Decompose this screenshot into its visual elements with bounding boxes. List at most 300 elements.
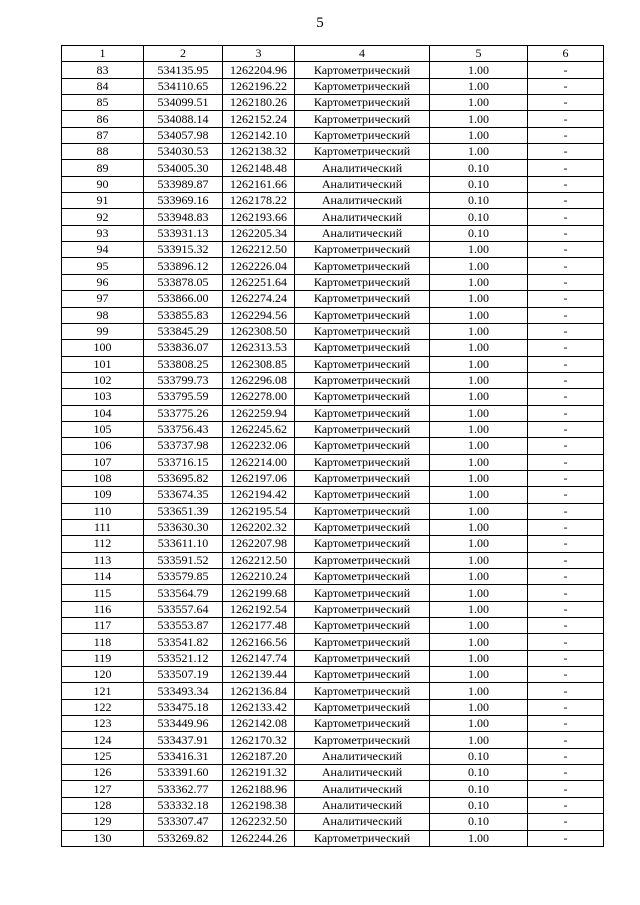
table-row	[62, 127, 604, 143]
x-coordinate-cell: 533775.26	[144, 405, 223, 421]
y-coordinate-cell: 1262212.50	[223, 552, 295, 568]
method-cell: Картометрический	[295, 111, 430, 127]
method-cell: Картометрический	[295, 405, 430, 421]
precision-cell: 1.00	[430, 62, 528, 78]
table-row	[62, 389, 604, 405]
x-coordinate-cell: 534057.98	[144, 127, 223, 143]
y-coordinate-cell: 1262188.96	[223, 781, 295, 797]
y-coordinate-cell: 1262138.32	[223, 144, 295, 160]
note-cell: -	[528, 569, 604, 585]
precision-cell: 0.10	[430, 814, 528, 830]
point-number-cell: 86	[62, 111, 144, 127]
method-cell: Аналитический	[295, 781, 430, 797]
precision-cell: 0.10	[430, 209, 528, 225]
method-cell: Картометрический	[295, 683, 430, 699]
y-coordinate-cell: 1262147.74	[223, 650, 295, 666]
precision-cell: 1.00	[430, 389, 528, 405]
table-row	[62, 732, 604, 748]
note-cell: -	[528, 536, 604, 552]
point-number-cell: 99	[62, 323, 144, 339]
note-cell: -	[528, 95, 604, 111]
table-row	[62, 193, 604, 209]
precision-cell: 1.00	[430, 307, 528, 323]
point-number-cell: 115	[62, 585, 144, 601]
table-row	[62, 814, 604, 830]
x-coordinate-cell: 533948.83	[144, 209, 223, 225]
point-number-cell: 93	[62, 225, 144, 241]
precision-cell: 1.00	[430, 242, 528, 258]
point-number-cell: 90	[62, 176, 144, 192]
table-row	[62, 323, 604, 339]
note-cell: -	[528, 830, 604, 846]
y-coordinate-cell: 1262296.08	[223, 372, 295, 388]
y-coordinate-cell: 1262148.48	[223, 160, 295, 176]
y-coordinate-cell: 1262152.24	[223, 111, 295, 127]
y-coordinate-cell: 1262198.38	[223, 797, 295, 813]
precision-cell: 1.00	[430, 569, 528, 585]
table-row	[62, 503, 604, 519]
y-coordinate-cell: 1262139.44	[223, 667, 295, 683]
point-number-cell: 122	[62, 699, 144, 715]
method-cell: Картометрический	[295, 618, 430, 634]
table-row	[62, 356, 604, 372]
y-coordinate-cell: 1262177.48	[223, 618, 295, 634]
point-number-cell: 113	[62, 552, 144, 568]
table-row	[62, 830, 604, 846]
point-number-cell: 108	[62, 470, 144, 486]
method-cell: Аналитический	[295, 160, 430, 176]
y-coordinate-cell: 1262226.04	[223, 258, 295, 274]
header-cell-col-2: 2	[144, 46, 223, 62]
x-coordinate-cell: 533878.05	[144, 274, 223, 290]
table-row	[62, 209, 604, 225]
y-coordinate-cell: 1262244.26	[223, 830, 295, 846]
table-row	[62, 160, 604, 176]
point-number-cell: 92	[62, 209, 144, 225]
note-cell: -	[528, 323, 604, 339]
method-cell: Картометрический	[295, 95, 430, 111]
table-row	[62, 291, 604, 307]
table-row	[62, 438, 604, 454]
y-coordinate-cell: 1262232.06	[223, 438, 295, 454]
note-cell: -	[528, 389, 604, 405]
point-number-cell: 83	[62, 62, 144, 78]
y-coordinate-cell: 1262193.66	[223, 209, 295, 225]
note-cell: -	[528, 225, 604, 241]
header-cell-col-3: 3	[223, 46, 295, 62]
y-coordinate-cell: 1262202.32	[223, 519, 295, 535]
point-number-cell: 126	[62, 765, 144, 781]
precision-cell: 1.00	[430, 618, 528, 634]
point-number-cell: 116	[62, 601, 144, 617]
table-row	[62, 95, 604, 111]
note-cell: -	[528, 781, 604, 797]
header-cell-col-6: 6	[528, 46, 604, 62]
y-coordinate-cell: 1262308.50	[223, 323, 295, 339]
x-coordinate-cell: 533756.43	[144, 421, 223, 437]
table-row	[62, 225, 604, 241]
y-coordinate-cell: 1262214.00	[223, 454, 295, 470]
x-coordinate-cell: 533493.34	[144, 683, 223, 699]
note-cell: -	[528, 748, 604, 764]
method-cell: Картометрический	[295, 569, 430, 585]
method-cell: Аналитический	[295, 193, 430, 209]
note-cell: -	[528, 176, 604, 192]
x-coordinate-cell: 533541.82	[144, 634, 223, 650]
note-cell: -	[528, 372, 604, 388]
table-row	[62, 519, 604, 535]
method-cell: Картометрический	[295, 421, 430, 437]
point-number-cell: 119	[62, 650, 144, 666]
y-coordinate-cell: 1262197.06	[223, 470, 295, 486]
method-cell: Аналитический	[295, 797, 430, 813]
table-row	[62, 242, 604, 258]
note-cell: -	[528, 209, 604, 225]
precision-cell: 1.00	[430, 585, 528, 601]
x-coordinate-cell: 533507.19	[144, 667, 223, 683]
note-cell: -	[528, 634, 604, 650]
point-number-cell: 114	[62, 569, 144, 585]
method-cell: Картометрический	[295, 372, 430, 388]
precision-cell: 1.00	[430, 601, 528, 617]
point-number-cell: 94	[62, 242, 144, 258]
method-cell: Картометрический	[295, 487, 430, 503]
table-row	[62, 552, 604, 568]
x-coordinate-cell: 533855.83	[144, 307, 223, 323]
header-row	[62, 46, 604, 62]
x-coordinate-cell: 533579.85	[144, 569, 223, 585]
coordinates-table	[61, 45, 604, 847]
note-cell: -	[528, 716, 604, 732]
method-cell: Аналитический	[295, 765, 430, 781]
table-row	[62, 307, 604, 323]
precision-cell: 1.00	[430, 127, 528, 143]
x-coordinate-cell: 534135.95	[144, 62, 223, 78]
x-coordinate-cell: 533674.35	[144, 487, 223, 503]
table-row	[62, 340, 604, 356]
method-cell: Картометрический	[295, 519, 430, 535]
y-coordinate-cell: 1262178.22	[223, 193, 295, 209]
method-cell: Картометрический	[295, 552, 430, 568]
point-number-cell: 129	[62, 814, 144, 830]
method-cell: Картометрический	[295, 389, 430, 405]
x-coordinate-cell: 533808.25	[144, 356, 223, 372]
y-coordinate-cell: 1262161.66	[223, 176, 295, 192]
table-row	[62, 601, 604, 617]
precision-cell: 0.10	[430, 160, 528, 176]
point-number-cell: 118	[62, 634, 144, 650]
point-number-cell: 110	[62, 503, 144, 519]
method-cell: Картометрический	[295, 634, 430, 650]
table-row	[62, 716, 604, 732]
note-cell: -	[528, 340, 604, 356]
table-row	[62, 569, 604, 585]
y-coordinate-cell: 1262196.22	[223, 78, 295, 94]
note-cell: -	[528, 160, 604, 176]
precision-cell: 1.00	[430, 258, 528, 274]
note-cell: -	[528, 127, 604, 143]
table-row	[62, 650, 604, 666]
table-row	[62, 667, 604, 683]
x-coordinate-cell: 533391.60	[144, 765, 223, 781]
note-cell: -	[528, 438, 604, 454]
note-cell: -	[528, 699, 604, 715]
x-coordinate-cell: 533799.73	[144, 372, 223, 388]
table-header	[62, 46, 604, 62]
x-coordinate-cell: 533737.98	[144, 438, 223, 454]
table-row	[62, 487, 604, 503]
y-coordinate-cell: 1262194.42	[223, 487, 295, 503]
table-row	[62, 683, 604, 699]
precision-cell: 1.00	[430, 487, 528, 503]
method-cell: Картометрический	[295, 242, 430, 258]
method-cell: Картометрический	[295, 830, 430, 846]
table-row	[62, 699, 604, 715]
precision-cell: 1.00	[430, 274, 528, 290]
point-number-cell: 127	[62, 781, 144, 797]
note-cell: -	[528, 111, 604, 127]
x-coordinate-cell: 533989.87	[144, 176, 223, 192]
note-cell: -	[528, 405, 604, 421]
note-cell: -	[528, 650, 604, 666]
method-cell: Картометрический	[295, 323, 430, 339]
method-cell: Картометрический	[295, 258, 430, 274]
method-cell: Картометрический	[295, 585, 430, 601]
note-cell: -	[528, 519, 604, 535]
y-coordinate-cell: 1262278.00	[223, 389, 295, 405]
note-cell: -	[528, 242, 604, 258]
table-row	[62, 144, 604, 160]
y-coordinate-cell: 1262180.26	[223, 95, 295, 111]
point-number-cell: 109	[62, 487, 144, 503]
precision-cell: 1.00	[430, 78, 528, 94]
method-cell: Картометрический	[295, 356, 430, 372]
table-row	[62, 585, 604, 601]
table-row	[62, 781, 604, 797]
x-coordinate-cell: 533896.12	[144, 258, 223, 274]
note-cell: -	[528, 78, 604, 94]
table-row	[62, 78, 604, 94]
x-coordinate-cell: 534110.65	[144, 78, 223, 94]
x-coordinate-cell: 533362.77	[144, 781, 223, 797]
y-coordinate-cell: 1262187.20	[223, 748, 295, 764]
x-coordinate-cell: 533931.13	[144, 225, 223, 241]
point-number-cell: 123	[62, 716, 144, 732]
note-cell: -	[528, 732, 604, 748]
method-cell: Картометрический	[295, 291, 430, 307]
precision-cell: 1.00	[430, 699, 528, 715]
x-coordinate-cell: 533695.82	[144, 470, 223, 486]
note-cell: -	[528, 258, 604, 274]
x-coordinate-cell: 533845.29	[144, 323, 223, 339]
precision-cell: 1.00	[430, 340, 528, 356]
precision-cell: 1.00	[430, 667, 528, 683]
y-coordinate-cell: 1262232.50	[223, 814, 295, 830]
note-cell: -	[528, 274, 604, 290]
point-number-cell: 100	[62, 340, 144, 356]
point-number-cell: 89	[62, 160, 144, 176]
point-number-cell: 130	[62, 830, 144, 846]
method-cell: Аналитический	[295, 748, 430, 764]
y-coordinate-cell: 1262212.50	[223, 242, 295, 258]
point-number-cell: 96	[62, 274, 144, 290]
precision-cell: 1.00	[430, 634, 528, 650]
note-cell: -	[528, 797, 604, 813]
point-number-cell: 91	[62, 193, 144, 209]
header-cell-col-5: 5	[430, 46, 528, 62]
point-number-cell: 124	[62, 732, 144, 748]
y-coordinate-cell: 1262199.68	[223, 585, 295, 601]
table-row	[62, 765, 604, 781]
method-cell: Картометрический	[295, 454, 430, 470]
y-coordinate-cell: 1262274.24	[223, 291, 295, 307]
precision-cell: 1.00	[430, 144, 528, 160]
method-cell: Картометрический	[295, 601, 430, 617]
point-number-cell: 87	[62, 127, 144, 143]
x-coordinate-cell: 533416.31	[144, 748, 223, 764]
table-row	[62, 536, 604, 552]
note-cell: -	[528, 601, 604, 617]
point-number-cell: 107	[62, 454, 144, 470]
table-row	[62, 421, 604, 437]
method-cell: Аналитический	[295, 225, 430, 241]
point-number-cell: 120	[62, 667, 144, 683]
y-coordinate-cell: 1262313.53	[223, 340, 295, 356]
y-coordinate-cell: 1262205.34	[223, 225, 295, 241]
y-coordinate-cell: 1262133.42	[223, 699, 295, 715]
method-cell: Картометрический	[295, 650, 430, 666]
x-coordinate-cell: 533591.52	[144, 552, 223, 568]
note-cell: -	[528, 814, 604, 830]
precision-cell: 1.00	[430, 95, 528, 111]
precision-cell: 1.00	[430, 405, 528, 421]
point-number-cell: 117	[62, 618, 144, 634]
y-coordinate-cell: 1262142.08	[223, 716, 295, 732]
x-coordinate-cell: 533630.30	[144, 519, 223, 535]
x-coordinate-cell: 533332.18	[144, 797, 223, 813]
point-number-cell: 103	[62, 389, 144, 405]
precision-cell: 1.00	[430, 732, 528, 748]
note-cell: -	[528, 585, 604, 601]
method-cell: Картометрический	[295, 716, 430, 732]
precision-cell: 1.00	[430, 291, 528, 307]
x-coordinate-cell: 534030.53	[144, 144, 223, 160]
precision-cell: 1.00	[430, 650, 528, 666]
precision-cell: 1.00	[430, 372, 528, 388]
table-body	[62, 62, 604, 847]
table-row	[62, 62, 604, 78]
method-cell: Картометрический	[295, 503, 430, 519]
method-cell: Картометрический	[295, 536, 430, 552]
y-coordinate-cell: 1262245.62	[223, 421, 295, 437]
table-row	[62, 454, 604, 470]
table-row	[62, 748, 604, 764]
precision-cell: 1.00	[430, 323, 528, 339]
table-row	[62, 111, 604, 127]
y-coordinate-cell: 1262207.98	[223, 536, 295, 552]
table-row	[62, 797, 604, 813]
x-coordinate-cell: 533795.59	[144, 389, 223, 405]
method-cell: Картометрический	[295, 667, 430, 683]
note-cell: -	[528, 454, 604, 470]
note-cell: -	[528, 683, 604, 699]
precision-cell: 1.00	[430, 519, 528, 535]
x-coordinate-cell: 533866.00	[144, 291, 223, 307]
precision-cell: 1.00	[430, 552, 528, 568]
header-cell-col-1: 1	[62, 46, 144, 62]
precision-cell: 1.00	[430, 683, 528, 699]
note-cell: -	[528, 765, 604, 781]
note-cell: -	[528, 291, 604, 307]
note-cell: -	[528, 421, 604, 437]
x-coordinate-cell: 533651.39	[144, 503, 223, 519]
point-number-cell: 84	[62, 78, 144, 94]
table-row	[62, 274, 604, 290]
note-cell: -	[528, 552, 604, 568]
method-cell: Аналитический	[295, 814, 430, 830]
y-coordinate-cell: 1262195.54	[223, 503, 295, 519]
x-coordinate-cell: 533521.12	[144, 650, 223, 666]
method-cell: Картометрический	[295, 732, 430, 748]
note-cell: -	[528, 62, 604, 78]
table-row	[62, 618, 604, 634]
precision-cell: 0.10	[430, 781, 528, 797]
table-row	[62, 258, 604, 274]
note-cell: -	[528, 667, 604, 683]
point-number-cell: 102	[62, 372, 144, 388]
note-cell: -	[528, 487, 604, 503]
point-number-cell: 98	[62, 307, 144, 323]
point-number-cell: 97	[62, 291, 144, 307]
note-cell: -	[528, 503, 604, 519]
point-number-cell: 105	[62, 421, 144, 437]
precision-cell: 1.00	[430, 536, 528, 552]
y-coordinate-cell: 1262204.96	[223, 62, 295, 78]
x-coordinate-cell: 533611.10	[144, 536, 223, 552]
page-number: 5	[316, 15, 324, 31]
y-coordinate-cell: 1262294.56	[223, 307, 295, 323]
x-coordinate-cell: 533553.87	[144, 618, 223, 634]
x-coordinate-cell: 534099.51	[144, 95, 223, 111]
y-coordinate-cell: 1262136.84	[223, 683, 295, 699]
note-cell: -	[528, 618, 604, 634]
point-number-cell: 112	[62, 536, 144, 552]
precision-cell: 1.00	[430, 470, 528, 486]
x-coordinate-cell: 534088.14	[144, 111, 223, 127]
x-coordinate-cell: 533915.32	[144, 242, 223, 258]
x-coordinate-cell: 533269.82	[144, 830, 223, 846]
table-row	[62, 405, 604, 421]
method-cell: Картометрический	[295, 438, 430, 454]
x-coordinate-cell: 533449.96	[144, 716, 223, 732]
x-coordinate-cell: 533716.15	[144, 454, 223, 470]
precision-cell: 1.00	[430, 111, 528, 127]
note-cell: -	[528, 144, 604, 160]
note-cell: -	[528, 356, 604, 372]
x-coordinate-cell: 533564.79	[144, 585, 223, 601]
table-row	[62, 470, 604, 486]
y-coordinate-cell: 1262142.10	[223, 127, 295, 143]
precision-cell: 1.00	[430, 421, 528, 437]
point-number-cell: 101	[62, 356, 144, 372]
note-cell: -	[528, 307, 604, 323]
method-cell: Аналитический	[295, 176, 430, 192]
table-row	[62, 176, 604, 192]
method-cell: Картометрический	[295, 274, 430, 290]
precision-cell: 0.10	[430, 193, 528, 209]
point-number-cell: 111	[62, 519, 144, 535]
precision-cell: 1.00	[430, 830, 528, 846]
